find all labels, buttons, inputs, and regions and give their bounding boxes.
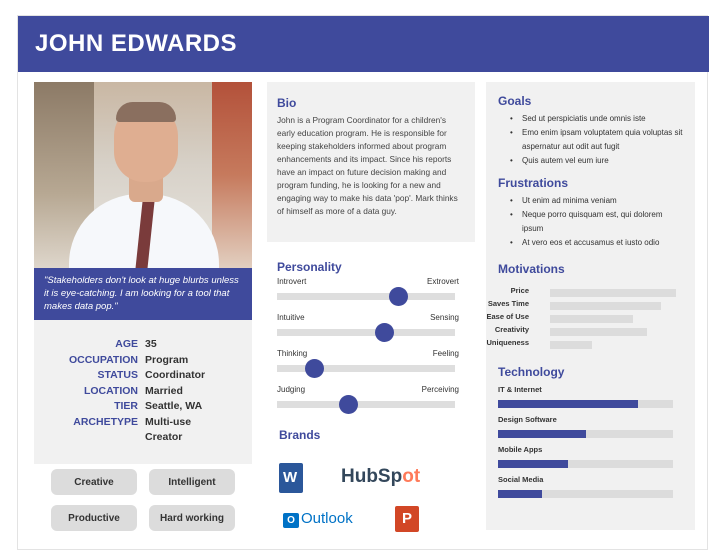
fact-row: [34, 385, 252, 401]
list-item: • Emo enim ipsam voluptatem quia voluptas sit aspernatur aut odit aut fugit: [510, 126, 683, 154]
slider-knob: [339, 395, 358, 414]
motivation-row: [486, 338, 683, 351]
fact-key: TIER: [114, 400, 138, 412]
profile-panel: [34, 82, 252, 464]
persona-name: JOHN EDWARDS: [35, 30, 238, 57]
technology-label: IT & Internet: [498, 385, 542, 394]
personality-slider: [277, 349, 459, 385]
fact-row: [34, 369, 252, 385]
motivation-bar: [550, 302, 661, 310]
fact-key: LOCATION: [83, 384, 138, 397]
technology-bar-fill: [498, 400, 638, 408]
fact-value: Seattle, WA: [145, 400, 203, 412]
technology-label: Mobile Apps: [498, 445, 543, 454]
slider-track: [277, 365, 455, 372]
fact-value: Program: [145, 353, 189, 366]
fact-row: [34, 431, 252, 447]
motivation-bar: [550, 328, 647, 336]
bio-text: John is a Program Coordinator for a children's early education program. He is responsible for keeping stakeholders informed about program enhancements and its impact. Since his reports have an impact on future decision making and program funding, he is looking for a new and engaging way to make his data 'pop'. Mark thinks of himself as more of a data guy.: [277, 115, 458, 216]
motivation-row: [486, 312, 683, 325]
fact-row: [34, 338, 252, 354]
slider-track: [277, 329, 455, 336]
technology-bar-fill: [498, 490, 542, 498]
header-bar: [18, 16, 709, 72]
personality-title: Personality: [277, 260, 342, 274]
technology-title: Technology: [498, 365, 565, 379]
motivation-row: [494, 325, 683, 338]
personality-slider: [277, 277, 459, 313]
list-item: • Quis autem vel eum iure: [510, 154, 683, 168]
technology-bar-track: [498, 400, 673, 408]
motivation-bar: [550, 289, 676, 297]
word-logo-icon: W: [279, 463, 303, 493]
slider-left-label: Judging: [277, 385, 306, 394]
slider-left-label: Thinking: [277, 349, 308, 358]
slider-right-label: Perceiving: [421, 385, 459, 394]
list-item: • At vero eos et accusamus et iusto odio: [510, 236, 683, 250]
motivation-label: Price: [510, 286, 529, 295]
goals-list: [498, 112, 683, 168]
fact-value: Married: [145, 384, 183, 397]
technology-row: [498, 475, 683, 505]
fact-value: Coordinator: [145, 369, 206, 381]
technology-row: [498, 445, 683, 475]
fact-key: STATUS: [97, 369, 138, 381]
technology-label: Design Software: [498, 415, 557, 424]
motivations-chart: [486, 286, 683, 351]
fact-value: 35: [145, 338, 157, 350]
slider-knob: [375, 323, 394, 342]
slider-track: [277, 293, 455, 300]
technology-row: [498, 385, 683, 415]
list-item: • Ut enim ad minima veniam: [510, 194, 683, 208]
trait-tag-hard-working: Hard working: [149, 505, 235, 531]
fact-key: AGE: [115, 338, 138, 350]
motivation-label: Uniqueness: [486, 338, 529, 347]
motivation-label: Ease of Use: [486, 312, 529, 321]
technology-label: Social Media: [498, 475, 544, 484]
trait-tag-creative: Creative: [51, 469, 137, 495]
personality-slider: [277, 313, 459, 349]
motivation-label: Saves Time: [487, 299, 529, 308]
technology-bar-fill: [498, 430, 586, 438]
bio-title: Bio: [277, 96, 297, 110]
details-panel: [486, 82, 695, 530]
list-item: • Sed ut perspiciatis unde omnis iste: [510, 112, 683, 126]
motivation-label: Creativity: [494, 325, 529, 334]
fact-row: [34, 416, 252, 432]
personality-slider: [277, 385, 459, 421]
goals-title: Goals: [498, 94, 532, 108]
fact-row: [34, 354, 252, 370]
technology-chart: [498, 385, 683, 505]
motivation-bar: [550, 341, 592, 349]
personality-section: [277, 260, 459, 421]
fact-value: Creator: [145, 431, 183, 443]
frustrations-list: [498, 194, 683, 250]
facts-list: [34, 338, 252, 447]
motivation-row: [487, 299, 683, 312]
brands-title: Brands: [279, 428, 321, 442]
slider-knob: [305, 359, 324, 378]
persona-card: [17, 15, 708, 550]
slider-left-label: Intuitive: [277, 313, 305, 322]
motivation-row: [498, 286, 683, 299]
technology-bar-track: [498, 490, 673, 498]
fact-key: OCCUPATION: [68, 353, 138, 366]
fact-value: Multi-use: [145, 415, 192, 428]
frustrations-title: Frustrations: [498, 176, 569, 190]
technology-row: [498, 415, 683, 445]
slider-track: [277, 401, 455, 408]
outlook-logo-icon: O Outlook: [283, 510, 353, 528]
fact-row: [34, 400, 252, 416]
powerpoint-logo-icon: P: [395, 506, 419, 532]
trait-tag-intelligent: Intelligent: [149, 469, 235, 495]
technology-bar-track: [498, 460, 673, 468]
motivations-title: Motivations: [498, 262, 565, 276]
fact-key: ARCHETYPE: [73, 415, 138, 428]
slider-knob: [389, 287, 408, 306]
persona-quote: "Stakeholders don't look at huge blurbs unless it is eye-catching. I am looking for a tool that makes data pop.": [34, 268, 252, 320]
hubspot-logo-icon: HubSpot: [341, 466, 421, 487]
bio-panel: [267, 82, 475, 242]
motivation-bar: [550, 315, 633, 323]
slider-right-label: Feeling: [432, 349, 459, 358]
technology-bar-fill: [498, 460, 568, 468]
slider-right-label: Sensing: [430, 313, 459, 322]
slider-left-label: Introvert: [277, 277, 307, 286]
list-item: • Neque porro quisquam est, qui dolorem ipsum: [510, 208, 683, 236]
trait-tag-productive: Productive: [51, 505, 137, 531]
slider-right-label: Extrovert: [426, 277, 459, 286]
profile-photo: [34, 82, 252, 268]
technology-bar-track: [498, 430, 673, 438]
brands-section: [279, 428, 439, 538]
